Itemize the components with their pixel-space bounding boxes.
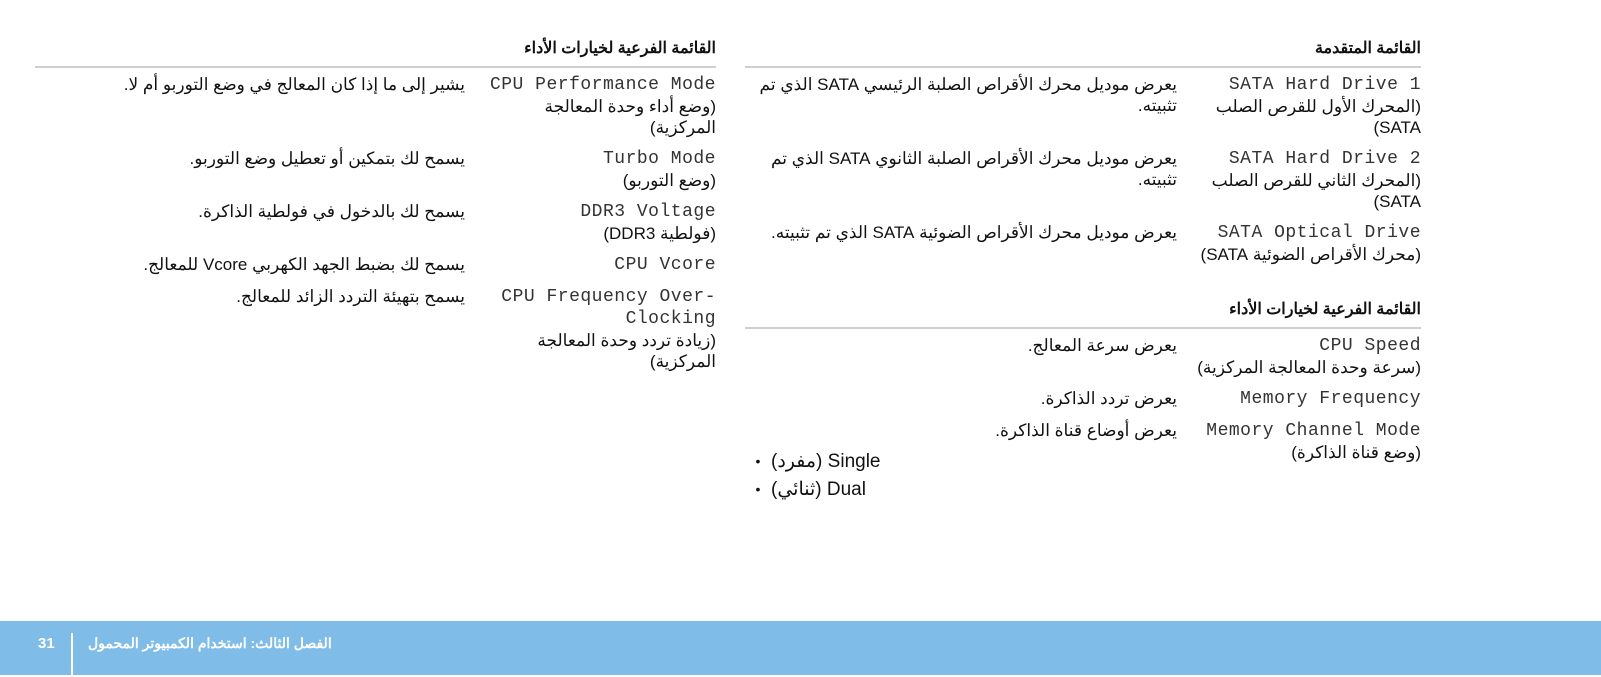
- table-row: [745, 388, 1421, 410]
- table-row: [745, 420, 1421, 503]
- term-english: CPU Speed: [1319, 336, 1421, 356]
- table-row: [35, 201, 716, 244]
- mode-list: [745, 447, 1177, 503]
- term-english: SATA Optical Drive: [1217, 223, 1421, 243]
- term-description: [745, 420, 1193, 503]
- term-english: CPU Frequency Over-Clocking: [501, 287, 716, 329]
- term-english: CPU Performance Mode: [489, 75, 716, 95]
- term-arabic: (المحرك الأول للقرص الصلب SATA): [1215, 97, 1421, 137]
- term-cell: [1193, 388, 1421, 410]
- term-cell: [481, 201, 716, 244]
- term-english: SATA Hard Drive 2: [1228, 149, 1421, 169]
- term-description: يسمح لك بضبط الجهد الكهربي Vcore للمعالج.: [143, 255, 465, 274]
- term-english: CPU Vcore: [614, 255, 716, 275]
- bullet-icon: •: [755, 480, 761, 497]
- table-row: [745, 335, 1421, 378]
- chapter-title: الفصل الثالث: استخدام الكمبيوتر المحمول: [88, 635, 332, 651]
- term-cell: [481, 148, 716, 191]
- list-item-text: Single (مفرد): [771, 450, 881, 472]
- table-row: [745, 74, 1421, 138]
- description-text: يعرض أوضاع قناة الذاكرة.: [995, 421, 1177, 440]
- table-row: [35, 286, 716, 372]
- table-row: [745, 222, 1421, 265]
- term-description: يعرض موديل محرك الأقراص الصلبة الثانوي SATA الذي تم تثبيته.: [770, 149, 1177, 189]
- bullet-icon: •: [755, 452, 761, 469]
- list-item-text: Dual (ثنائي): [771, 478, 866, 500]
- term-description: يعرض موديل محرك الأقراص الصلبة الرئيسي SATA الذي تم تثبيته.: [759, 75, 1177, 115]
- list-item: [745, 475, 1177, 503]
- table-row: [35, 254, 716, 276]
- term-cell: [1193, 222, 1421, 265]
- performance-submenu-title: القائمة الفرعية لخيارات الأداء: [745, 291, 1421, 329]
- term-description: يشير إلى ما إذا كان المعالج في وضع التوربو أم لا.: [123, 75, 465, 94]
- footer-divider: [71, 633, 73, 677]
- page-number: 31: [38, 635, 55, 652]
- performance-submenu-title: القائمة الفرعية لخيارات الأداء: [35, 30, 716, 68]
- term-cell: [481, 254, 716, 276]
- term-arabic: (وضع قناة الذاكرة): [1291, 443, 1421, 462]
- table-row: [35, 148, 716, 191]
- table-row: [745, 148, 1421, 212]
- term-cell: [1193, 74, 1421, 138]
- advanced-menu-title: القائمة المتقدمة: [745, 30, 1421, 68]
- table-row: [35, 74, 716, 138]
- term-english: Turbo Mode: [602, 149, 716, 169]
- left-column: [35, 30, 716, 382]
- right-column: [745, 30, 1421, 513]
- term-arabic: (زيادة تردد وحدة المعالجة المركزية): [537, 331, 716, 371]
- term-arabic: (فولطية DDR3): [603, 224, 716, 243]
- term-cell: [481, 74, 716, 138]
- term-english: DDR3 Voltage: [580, 202, 716, 222]
- list-item: [745, 447, 1177, 475]
- term-description: يسمح بتهيئة التردد الزائد للمعالج.: [236, 287, 465, 306]
- term-cell: [1193, 335, 1421, 378]
- term-cell: [481, 286, 716, 372]
- term-english: Memory Frequency: [1240, 389, 1421, 409]
- term-description: يسمح لك بتمكين أو تعطيل وضع التوربو.: [189, 149, 465, 168]
- term-arabic: (محرك الأقراص الضوئية SATA): [1200, 245, 1421, 264]
- term-english: SATA Hard Drive 1: [1228, 75, 1421, 95]
- term-arabic: (وضع أداء وحدة المعالجة المركزية): [544, 97, 716, 137]
- term-english: Memory Channel Mode: [1206, 421, 1421, 441]
- term-description: يعرض موديل محرك الأقراص الضوئية SATA الذي تم تثبيته.: [771, 223, 1177, 242]
- term-description: يعرض تردد الذاكرة.: [1040, 389, 1177, 408]
- term-cell: [1193, 148, 1421, 212]
- page-footer: [0, 621, 1601, 675]
- term-arabic: (المحرك الثاني للقرص الصلب SATA): [1211, 171, 1421, 211]
- term-description: يعرض سرعة المعالج.: [1027, 336, 1177, 355]
- term-description: يسمح لك بالدخول في فولطية الذاكرة.: [198, 202, 465, 221]
- term-cell: [1193, 420, 1421, 463]
- term-arabic: (وضع التوربو): [622, 171, 716, 190]
- term-arabic: (سرعة وحدة المعالجة المركزية): [1197, 358, 1421, 377]
